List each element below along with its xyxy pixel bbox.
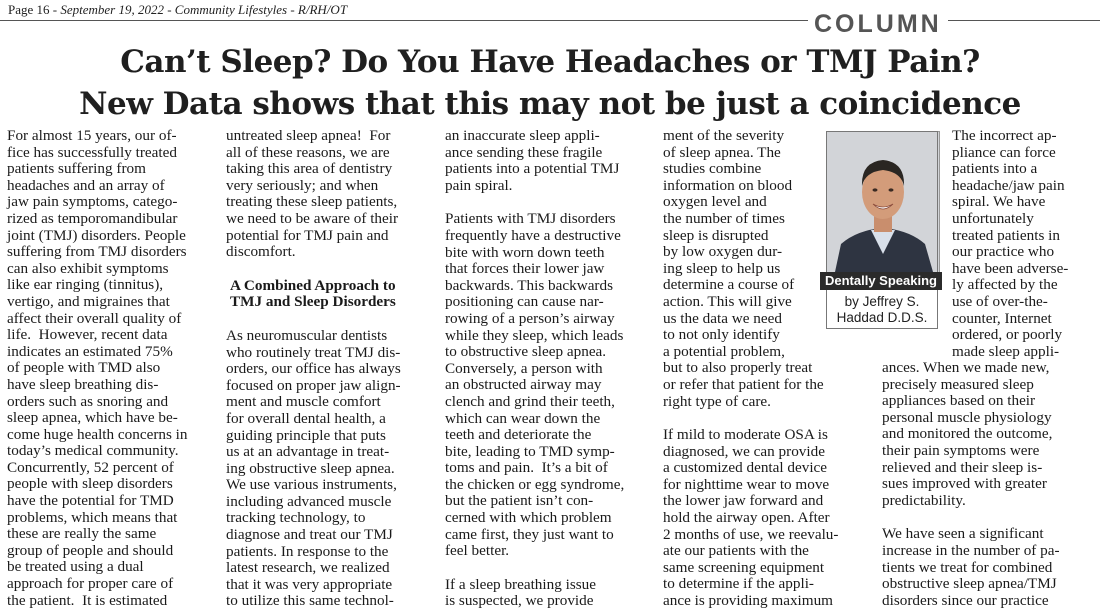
text-line: the number of times	[663, 209, 785, 227]
text-line: people with sleep disorders	[7, 475, 173, 493]
text-line: or refer that patient for the	[663, 375, 824, 393]
text-line: ing obstructive sleep apnea.	[226, 459, 395, 477]
text-line: that forces their lower jaw	[445, 260, 605, 278]
article-column-1	[7, 128, 188, 609]
text-line: like ear ringing (tinnitus),	[7, 276, 164, 294]
text-line: the lower jaw forward and	[663, 492, 824, 510]
text-line: have the potential for TMD	[7, 492, 174, 510]
page-number: Page 16	[8, 2, 50, 17]
text-line: teeth and deteriorate the	[445, 426, 592, 444]
text-line: an inaccurate sleep appli-	[445, 127, 600, 144]
text-line: an obstructed airway may	[445, 376, 602, 394]
text-line: toms and pain. It’s a bit of	[445, 459, 608, 477]
text-line: the chicken or egg syndrome,	[445, 475, 625, 493]
column-3-paragraph-2	[445, 211, 624, 559]
text-line: If mild to moderate OSA is	[663, 426, 828, 444]
text-line: taking this area of dentistry	[226, 160, 393, 178]
text-line: ance is providing maximum	[663, 592, 833, 610]
headline-line-1: Can’t Sleep? Do You Have Headaches or TMJ Pain?	[120, 44, 980, 80]
column-5-paragraph-3	[882, 526, 1060, 609]
text-line: hold the airway open. After	[663, 509, 830, 527]
text-line: pain spiral.	[445, 176, 513, 194]
text-line: we need to be aware of their	[226, 209, 399, 227]
article-column-3	[445, 128, 624, 610]
text-line: sleep is disrupted	[663, 226, 769, 244]
text-line: action. This will give	[663, 292, 792, 310]
subhead-line-2: TMJ and Sleep Disorders	[230, 293, 396, 311]
text-line: As neuromuscular dentists	[226, 326, 388, 344]
text-line: to determine if the appli-	[663, 575, 814, 593]
text-line: If a sleep breathing issue	[445, 575, 596, 593]
text-line: these are really the same	[7, 525, 157, 543]
text-line: predictability.	[882, 491, 966, 509]
text-line: that it was very appropriate	[226, 575, 393, 593]
text-line: for nighttime wear to move	[663, 475, 830, 493]
text-line: 2 months of use, we reevalu-	[663, 525, 839, 543]
byline-line-1: by Jeffrey S.	[844, 294, 920, 309]
text-line: increase in the number of pa-	[882, 541, 1060, 559]
text-line: cerned with which problem	[445, 509, 612, 527]
section-label: COLUMN	[808, 10, 948, 39]
text-line: but to also properly treat	[663, 359, 813, 377]
text-line: who routinely treat TMJ dis-	[226, 343, 401, 361]
text-line: approach for proper care of	[7, 575, 174, 593]
text-line: orders, our office has always	[226, 360, 401, 378]
text-line: our practice who	[952, 243, 1055, 261]
text-line: We have seen a significant	[882, 525, 1044, 543]
text-line: untreated sleep apnea! For	[226, 127, 391, 144]
text-line: latest research, we realized	[226, 559, 390, 577]
text-line: diagnosed, we can provide	[663, 442, 825, 460]
article-column-2	[226, 128, 401, 610]
text-line: Patients with TMJ disorders	[445, 210, 616, 228]
text-line: a potential problem,	[663, 342, 785, 360]
author-portrait-image	[827, 132, 939, 272]
column-3-paragraph-3	[445, 577, 624, 610]
text-line: us the data we need	[663, 309, 782, 327]
column-4-paragraph-1	[663, 128, 838, 410]
text-line: positioning can cause nar-	[445, 293, 604, 311]
column-2-paragraph-2	[226, 328, 401, 610]
article-column-4	[663, 128, 838, 610]
text-line: ances. When we made new,	[882, 359, 1050, 376]
headline-line-2: New Data shows that this may not be just a coincidence	[79, 86, 1021, 122]
text-line: ly affected by the	[952, 276, 1058, 294]
text-line: ment and muscle comfort	[226, 393, 381, 411]
text-line: made sleep appli-	[952, 342, 1060, 360]
text-line: Concurrently, 52 percent of	[7, 458, 174, 476]
text-line: ment of the severity	[663, 127, 785, 144]
text-line: by low oxygen dur-	[663, 243, 783, 261]
article-column-5-top	[952, 128, 1068, 360]
text-line: rowing of a person’s airway	[445, 309, 615, 327]
text-line: right type of care.	[663, 392, 771, 410]
text-line: patients. In response to the	[226, 542, 389, 560]
text-line: and monitored the outcome,	[882, 425, 1053, 443]
text-line: the patient. It is estimated	[7, 591, 168, 609]
text-line: rized as temporomandibular	[7, 209, 178, 227]
author-photo	[826, 131, 940, 273]
text-line: headache/jaw pain	[952, 176, 1065, 194]
text-line: focused on proper jaw align-	[226, 376, 401, 394]
issue-meta: - September 19, 2022 - Community Lifestyles - R/RH/OT	[49, 2, 348, 17]
text-line: of people with TMD also	[7, 359, 161, 377]
text-line: pliance can force	[952, 143, 1056, 161]
text-line: frequently have a destructive	[445, 226, 621, 244]
text-line: spiral. We have	[952, 193, 1046, 211]
text-line: indicates an estimated 75%	[7, 342, 173, 360]
text-line: is suspected, we provide	[445, 592, 594, 610]
text-line: studies combine	[663, 160, 762, 178]
text-line: affect their overall quality of	[7, 309, 182, 327]
text-line: treating these sleep patients,	[226, 193, 398, 211]
text-line: feel better.	[445, 542, 510, 560]
text-line: group of people and should	[7, 541, 174, 559]
text-line: We use various instruments,	[226, 476, 397, 494]
text-line: for overall dental health, a	[226, 409, 386, 427]
text-line: all of these reasons, we are	[226, 143, 390, 161]
text-line: including advanced muscle	[226, 492, 392, 510]
text-line: to utilize this same technol-	[226, 592, 394, 610]
text-line: determine a course of	[663, 276, 795, 294]
text-line: ance sending these fragile	[445, 143, 603, 161]
text-line: patients suffering from	[7, 160, 146, 178]
text-line: ate our patients with the	[663, 542, 809, 560]
text-line: treated patients in	[952, 226, 1060, 244]
text-line: can also exhibit symptoms	[7, 259, 169, 277]
text-line: be treated using a dual	[7, 558, 144, 576]
text-line: their pain symptoms were	[882, 441, 1040, 459]
text-line: joint (TMJ) disorders. People	[7, 226, 186, 244]
text-line: oxygen level and	[663, 193, 767, 211]
text-line: orders such as snoring and	[7, 392, 169, 410]
text-line: very seriously; and when	[226, 176, 379, 194]
text-line: The incorrect ap-	[952, 127, 1057, 144]
text-line: counter, Internet	[952, 309, 1052, 327]
text-line: have sleep breathing dis-	[7, 375, 159, 393]
text-line: use of over-the-	[952, 292, 1048, 310]
text-line: bite, leading to TMD symp-	[445, 442, 615, 460]
column-4-paragraph-2	[663, 427, 838, 610]
text-line: which can wear down the	[445, 409, 601, 427]
text-line: patients into a	[952, 160, 1038, 178]
text-line: patients into a potential TMJ	[445, 160, 620, 178]
column-2-paragraph-1	[226, 128, 401, 261]
text-line: came first, they just want to	[445, 525, 614, 543]
text-line: discomfort.	[226, 243, 296, 261]
text-line: sleep apnea, which have be-	[7, 409, 178, 427]
text-line: relieved and their sleep is-	[882, 458, 1043, 476]
text-line: appliances based on their	[882, 392, 1036, 410]
text-line: personal muscle physiology	[882, 408, 1052, 426]
text-line: precisely measured sleep	[882, 375, 1034, 393]
text-line: problems, which means that	[7, 508, 178, 526]
text-line: while they sleep, which leads	[445, 326, 624, 344]
column-tag-banner: Dentally Speaking	[820, 272, 942, 290]
text-line: vertigo, and migraines that	[7, 292, 170, 310]
text-line: clench and grind their teeth,	[445, 392, 615, 410]
text-line: come huge health concerns in	[7, 425, 188, 443]
text-line: but the patient isn’t con-	[445, 492, 594, 510]
text-line: tients we treat for combined	[882, 558, 1053, 576]
text-line: same screening equipment	[663, 558, 825, 576]
running-header	[8, 2, 347, 18]
text-line: ing sleep to help us	[663, 259, 781, 277]
column-5-paragraph-2	[882, 360, 1060, 509]
text-line: sues improved with greater	[882, 475, 1047, 493]
text-line: guiding principle that puts	[226, 426, 386, 444]
text-line: have been adverse-	[952, 259, 1069, 277]
article-column-5-bottom	[882, 360, 1060, 609]
text-line: obstructive sleep apnea/TMJ	[882, 575, 1057, 593]
text-line: information on blood	[663, 176, 793, 194]
text-line: life. However, recent data	[7, 326, 168, 344]
text-line: headaches and an array of	[7, 176, 165, 194]
text-line: diagnose and treat our TMJ	[226, 526, 393, 544]
author-byline	[826, 294, 938, 326]
text-line: jaw pain symptoms, catego-	[7, 193, 178, 211]
text-line: Conversely, a person with	[445, 359, 603, 377]
byline-line-2: Haddad D.D.S.	[836, 310, 928, 325]
text-line: suffering from TMJ disorders	[7, 243, 187, 261]
text-line: to not only identify	[663, 326, 780, 344]
text-line: disorders since our practice	[882, 591, 1049, 609]
text-line: backwards. This backwards	[445, 276, 613, 294]
text-line: bite with worn down teeth	[445, 243, 605, 261]
text-line: unfortunately	[952, 209, 1034, 227]
text-line: today’s medical community.	[7, 442, 179, 460]
text-line: For almost 15 years, our of-	[7, 127, 177, 144]
text-line: a customized dental device	[663, 459, 828, 477]
text-line: us at an advantage in treat-	[226, 443, 390, 461]
text-line: potential for TMJ pain and	[226, 226, 389, 244]
text-line: to obstructive sleep apnea.	[445, 343, 607, 361]
text-line: ordered, or poorly	[952, 326, 1063, 344]
subhead-line-1: A Combined Approach to	[230, 276, 396, 294]
text-line: fice has successfully treated	[7, 143, 177, 161]
column-3-paragraph-1	[445, 128, 624, 194]
text-line: of sleep apnea. The	[663, 143, 781, 161]
text-line: tracking technology, to	[226, 509, 366, 527]
